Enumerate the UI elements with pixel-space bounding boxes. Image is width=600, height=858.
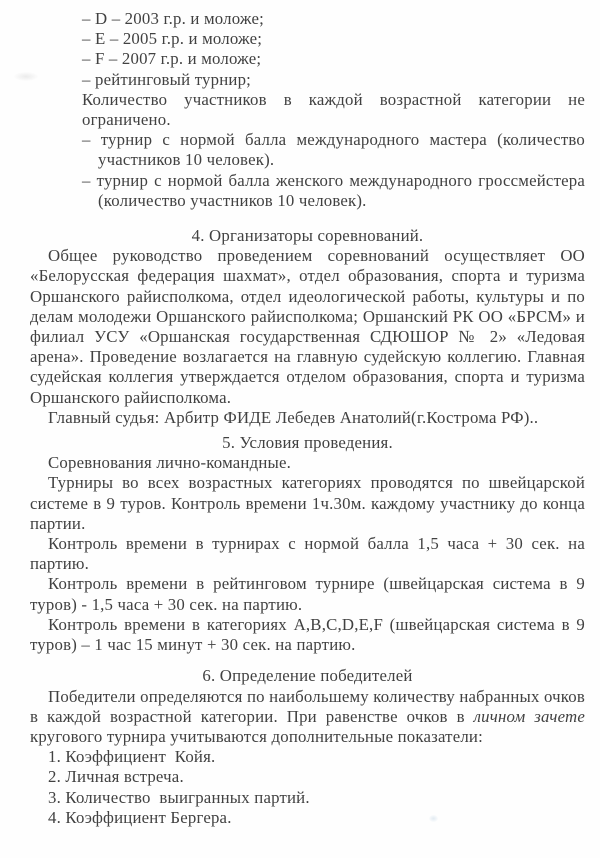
- section-winners: [30, 666, 585, 828]
- section-organizers: [30, 226, 585, 428]
- age-category-item: – рейтинговый турнир;: [82, 69, 252, 89]
- tiebreak-item: 4. Коэффициент Бергера.: [48, 807, 232, 827]
- conditions-paragraph: Контроль времени в рейтинговом турнире (швейцарская система в 9 туров) - 1,5 часа + 30 сек. на партию.: [30, 574, 585, 614]
- section-heading-6: 6. Определение победителей: [202, 666, 413, 686]
- tiebreak-item: 3. Количество выигранных партий.: [48, 787, 310, 807]
- winners-paragraph: [30, 687, 585, 748]
- section-heading-4: 4. Организаторы соревнований.: [191, 226, 424, 246]
- conditions-paragraph: Турниры во всех возрастных категориях проводятся по швейцарской системе в 9 туров. Контроль времени 1ч.30м. каждому участнику до конца партии.: [30, 473, 585, 533]
- section-conditions: [30, 433, 585, 655]
- tiebreak-item: 2. Личная встреча.: [48, 767, 184, 787]
- age-category-item: – E – 2005 г.р. и моложе;: [82, 29, 263, 49]
- chief-arbiter-paragraph: Главный судья: Арбитр ФИДЕ Лебедев Анатолий(г.Кострома РФ)..: [48, 407, 539, 427]
- norm-list-item: – турнир с нормой балла международного мастера (количество участников 10 человек).: [82, 130, 585, 170]
- conditions-paragraph: Контроль времени в категориях A,B,C,D,E,F (швейцарская система в 9 туров) – 1 час 15 минут + 30 сек. на партию.: [30, 614, 585, 655]
- winners-text-before: Победители определяются по наибольшему количеству набранных очков в каждой возрастной категории. При равенстве очков в: [30, 686, 585, 726]
- winners-text-italic: личном зачете: [473, 706, 585, 726]
- winners-text-after: кругового турнира учитываются дополнительные показатели:: [30, 726, 483, 746]
- norm-list-item: – турнир с нормой балла женского международного гроссмейстера (количество участников 10 человек).: [82, 170, 585, 210]
- tiebreak-item: 1. Коэффициент Койя.: [48, 747, 216, 767]
- participants-note: Количество участников в каждой возрастной категории не ограничено.: [82, 89, 585, 130]
- age-category-item: – F – 2007 г.р. и моложе;: [82, 49, 262, 69]
- scan-smudge-artifact: [14, 72, 38, 81]
- conditions-paragraph: Контроль времени в турнирах с нормой балла 1,5 часа + 30 сек. на партию.: [30, 534, 585, 574]
- age-categories-block: [82, 9, 585, 211]
- section-heading-5: 5. Условия проведения.: [222, 433, 393, 453]
- age-category-item: – D – 2003 г.р. и моложе;: [82, 9, 265, 28]
- conditions-paragraph: Соревнования лично-командные.: [48, 453, 292, 473]
- organizers-paragraph: Общее руководство проведением соревнований осуществляет ОО «Белорусская федерация шахмат», отдел образования, спорта и туризма Оршанского райисполкома, отдел идеологической работы, культуры и по делам молодежи Оршанского райисполкома; Оршанский РК ОО «БРСМ» и филиал УСУ «Оршанская государственная СДЮШОР № 2» «Ледовая арена». Проведение возлагается на главную судейскую коллегию. Главная судейская коллегия утверждается отделом образования, спорта и туризма Оршанского райисполкома.: [30, 246, 585, 407]
